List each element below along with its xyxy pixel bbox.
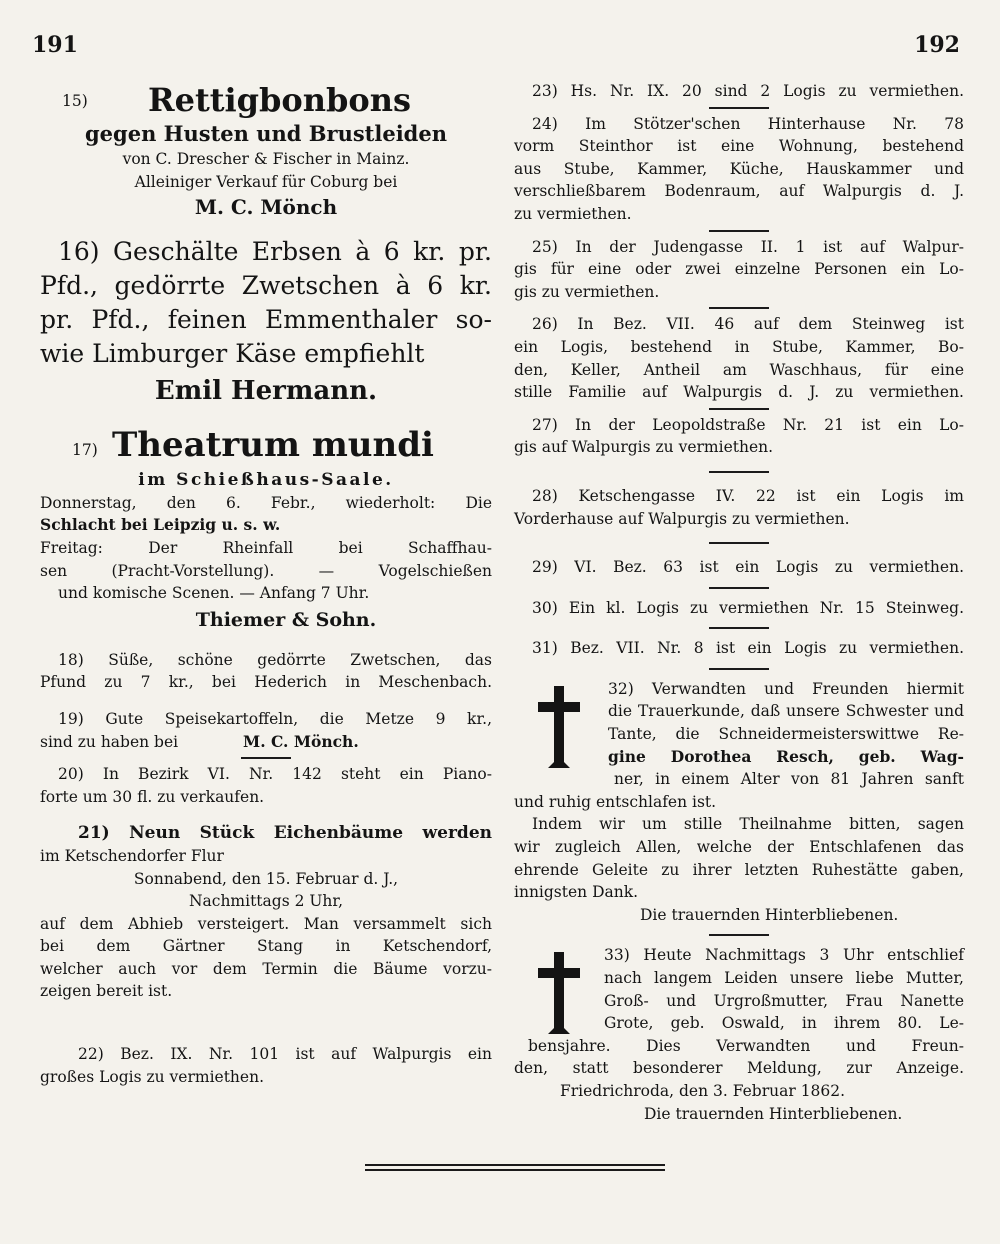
divider xyxy=(709,542,769,544)
ad-signature: Die trauernden Hinterbliebenen. xyxy=(640,905,899,924)
divider xyxy=(241,757,291,759)
ad-line: gis zu vermiethen. xyxy=(514,282,660,301)
ad-line: 30) Ein kl. Logis zu vermiethen Nr. 15 Steinweg. xyxy=(532,598,964,617)
ad-line: 18) Süße, schöne gedörrte Zwetschen, das xyxy=(58,650,492,669)
ad-line: 28) Ketschengasse IV. 22 ist ein Logis im xyxy=(532,486,964,505)
ad-30 xyxy=(514,597,964,620)
ad-27 xyxy=(514,414,964,459)
ad-line: 23) Hs. Nr. IX. 20 sind 2 Logis zu vermiethen. xyxy=(532,82,964,100)
ad-line: pr. Pfd., feinen Emmenthaler so- xyxy=(40,305,492,335)
ad-number: 15) xyxy=(62,92,88,110)
ad-line: Sonnabend, den 15. Februar d. J., xyxy=(133,869,399,888)
ad-line: 21) Neun Stück Eichenbäume werden xyxy=(78,823,492,844)
ad-line: verschließbarem Bodenraum, auf Walpurgis d. J. xyxy=(514,182,964,201)
ad-18 xyxy=(40,649,492,694)
divider xyxy=(709,107,769,109)
ad-line: vorm Steinthor ist eine Wohnung, bestehend xyxy=(514,137,964,156)
divider xyxy=(709,471,769,473)
ad-line: 16) Geschälte Erbsen à 6 kr. pr. xyxy=(58,237,492,267)
ad-line: gegen Husten und Brustleiden xyxy=(84,121,447,146)
ad-24 xyxy=(514,113,964,226)
ad-line: von C. Drescher & Fischer in Mainz. xyxy=(122,150,410,168)
ad-line: aus Stube, Kammer, Küche, Hauskammer und xyxy=(514,159,964,178)
ad-20 xyxy=(40,763,492,808)
ad-16 xyxy=(40,235,492,411)
ad-line: welcher auch vor dem Termin die Bäume vorzu- xyxy=(40,959,492,978)
ad-signature: M. C. Mönch. xyxy=(243,731,359,751)
ad-line: gine Dorothea Resch, geb. Wag- xyxy=(608,746,964,766)
ad-line: Groß- und Urgroßmutter, Frau Nanette xyxy=(604,991,964,1010)
ad-line: gis für eine oder zwei einzelne Personen ein Lo- xyxy=(514,260,964,279)
ad-line: innigsten Dank. xyxy=(514,883,639,902)
ad-line: auf dem Abhieb versteigert. Man versammelt sich xyxy=(40,914,492,933)
ad-line: 20) In Bezirk VI. Nr. 142 steht ein Piano- xyxy=(58,765,492,784)
cross-icon xyxy=(532,684,586,770)
ad-line: im Schießhaus-Saale. xyxy=(138,470,394,491)
ad-line: Alleiniger Verkauf für Coburg bei xyxy=(134,172,398,191)
divider xyxy=(709,230,769,232)
left-column xyxy=(40,80,492,1088)
ad-line: ein Logis, bestehend in Stube, Kammer, Bo- xyxy=(514,337,964,356)
ad-line: Indem wir um stille Theilnahme bitten, sagen xyxy=(532,815,964,834)
ad-line: Vorderhause auf Walpurgis zu vermiethen. xyxy=(514,509,850,528)
page-number-right: 192 xyxy=(914,32,960,58)
right-column xyxy=(514,80,964,1125)
ad-line: nach langem Leiden unsere liebe Mutter, xyxy=(604,969,964,987)
ad-line: Tante, die Schneidermeisterswittwe Re- xyxy=(608,725,964,744)
ad-signature: Thiemer & Sohn. xyxy=(195,608,377,631)
ad-line: bensjahre. Dies Verwandten und Freun- xyxy=(528,1036,964,1055)
ad-15 xyxy=(40,80,492,221)
footer-rule xyxy=(365,1169,665,1171)
ad-signature: M. C. Mönch xyxy=(194,195,338,220)
ad-17 xyxy=(40,425,492,635)
ad-line: zeigen bereit ist. xyxy=(40,982,173,1001)
ad-line: Pfd., gedörrte Zwetschen à 6 kr. xyxy=(40,271,492,301)
ad-line: gis auf Walpurgis zu vermiethen. xyxy=(514,438,774,457)
ad-28 xyxy=(514,485,964,530)
ad-line: den, Keller, Antheil am Waschhaus, für eine xyxy=(514,360,964,379)
ad-line: die Trauerkunde, daß unsere Schwester und xyxy=(608,702,964,721)
ad-line: den, statt besonderer Meldung, zur Anzeige. xyxy=(514,1059,964,1078)
ad-line: Nachmittags 2 Uhr, xyxy=(188,892,344,911)
ad-line: wie Limburger Käse empfiehlt xyxy=(40,339,425,369)
ad-line: Grote, geb. Oswald, in ihrem 80. Le- xyxy=(604,1014,964,1033)
ad-line: bei dem Gärtner Stang in Ketschendorf, xyxy=(40,937,492,956)
ad-line: Donnerstag, den 6. Febr., wiederholt: Die xyxy=(40,493,492,512)
divider xyxy=(709,408,769,410)
ad-signature: Emil Hermann. xyxy=(154,376,378,407)
ad-line: 19) Gute Speisekartoffeln, die Metze 9 kr., xyxy=(58,709,492,728)
ad-line: Freitag: Der Rheinfall bei Schaffhau- xyxy=(40,538,492,557)
ad-line: ner, in einem Alter von 81 Jahren sanft xyxy=(614,770,964,789)
ad-text: sind zu haben bei xyxy=(40,732,179,751)
ad-line: 24) Im Stötzer'schen Hinterhause Nr. 78 xyxy=(532,114,964,133)
ad-line: 22) Bez. IX. Nr. 101 ist auf Walpurgis ein xyxy=(78,1045,492,1064)
ad-line: stille Familie auf Walpurgis d. J. zu vermiethen. xyxy=(514,383,964,402)
ad-23 xyxy=(514,80,964,103)
ad-line: großes Logis zu vermiethen. xyxy=(40,1067,264,1086)
ad-line: 33) Heute Nachmittags 3 Uhr entschlief xyxy=(604,946,964,965)
ad-21 xyxy=(40,822,492,1003)
ad-line: sen (Pracht-Vorstellung). — Vogelschießen xyxy=(40,561,492,580)
divider xyxy=(709,307,769,309)
ad-number: 17) xyxy=(72,441,98,460)
ad-line: forte um 30 fl. zu verkaufen. xyxy=(40,787,265,806)
footer-rule xyxy=(365,1164,665,1166)
ad-line: und komische Scenen. — Anfang 7 Uhr. xyxy=(58,584,370,603)
ad-line: und ruhig entschlafen ist. xyxy=(514,792,717,811)
ad-25 xyxy=(514,236,964,304)
ad-title: Theatrum mundi xyxy=(112,425,434,466)
ad-32 xyxy=(514,678,964,927)
ad-line: im Ketschendorfer Flur xyxy=(40,846,224,865)
ad-line: wir zugleich Allen, welche der Entschlafenen das xyxy=(514,838,964,857)
ad-line: 25) In der Judengasse II. 1 ist auf Walpur- xyxy=(532,237,964,256)
ad-19 xyxy=(40,708,492,753)
ad-line: ehrende Geleite zu ihrer letzten Ruhestätte gaben, xyxy=(514,860,964,879)
ad-line: Schlacht bei Leipzig u. s. w. xyxy=(40,515,281,535)
ad-title: Rettigbonbons xyxy=(148,81,412,119)
ad-line: Pfund zu 7 kr., bei Hederich in Meschenbach. xyxy=(40,673,492,692)
ad-line: 26) In Bez. VII. 46 auf dem Steinweg ist xyxy=(532,315,964,334)
cross-icon xyxy=(532,950,586,1036)
ad-29 xyxy=(514,556,964,579)
ad-31 xyxy=(514,637,964,660)
ad-33 xyxy=(514,944,964,1125)
page-number-left: 191 xyxy=(32,32,78,58)
ad-line: 32) Verwandten und Freunden hiermit xyxy=(608,679,964,698)
ad-line: Friedrichroda, den 3. Februar 1862. xyxy=(560,1081,846,1100)
ad-line xyxy=(40,731,492,754)
divider xyxy=(709,587,769,589)
ad-22 xyxy=(40,1043,492,1088)
ad-line: zu vermiethen. xyxy=(514,204,632,223)
divider xyxy=(709,668,769,670)
divider xyxy=(709,627,769,629)
ad-signature: Die trauernden Hinterbliebenen. xyxy=(644,1104,903,1123)
ad-line: 31) Bez. VII. Nr. 8 ist ein Logis zu vermiethen. xyxy=(532,639,964,658)
ad-line: 29) VI. Bez. 63 ist ein Logis zu vermiethen. xyxy=(532,558,964,577)
ad-26 xyxy=(514,313,964,403)
ad-line: 27) In der Leopoldstraße Nr. 21 ist ein Lo- xyxy=(532,415,964,434)
divider xyxy=(709,934,769,936)
